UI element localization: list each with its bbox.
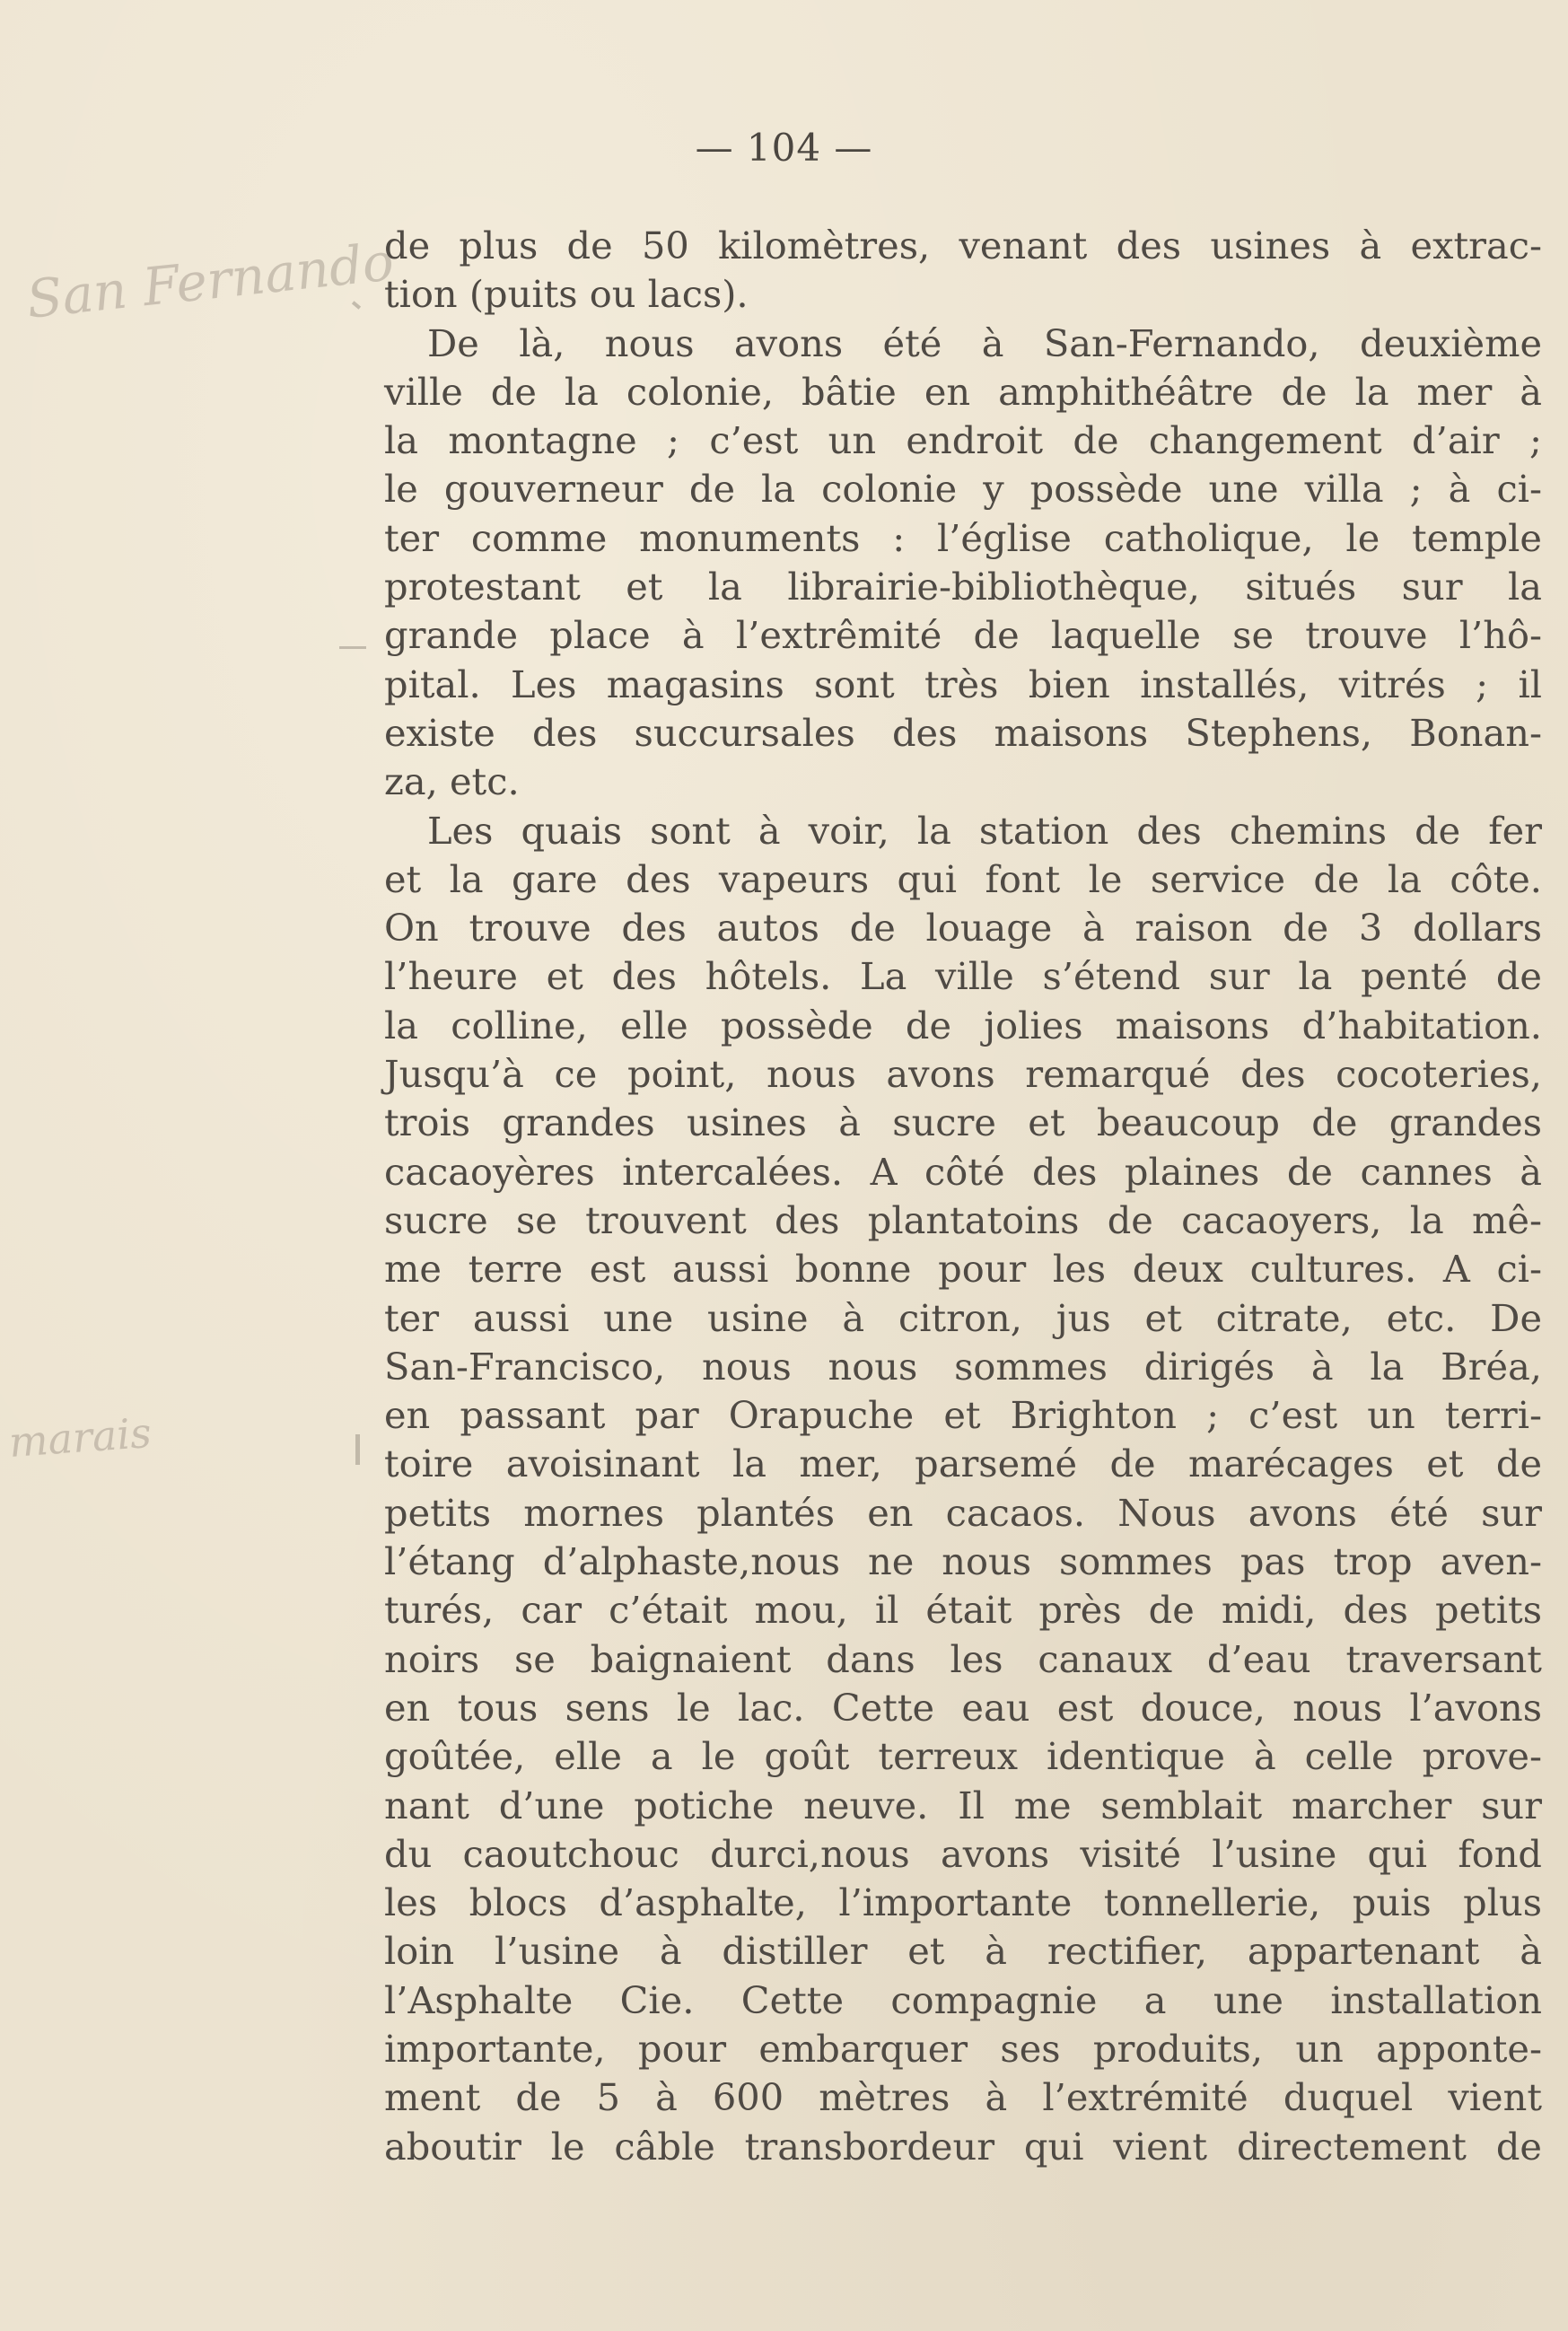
text-line: Jusqu’à ce point, nous avons remarqué des cocoteries, bbox=[384, 1052, 1542, 1097]
text-line: l’heure et des hôtels. La ville s’étend sur la penté de bbox=[384, 954, 1542, 999]
text-line: nant d’une potiche neuve. Il me semblait marcher sur bbox=[384, 1783, 1542, 1827]
text-line: l’étang d’alphaste,nous ne nous sommes pas trop aven- bbox=[384, 1539, 1542, 1584]
text-line: ter aussi une usine à citron, jus et citrate, etc. De bbox=[384, 1295, 1542, 1340]
pencil-mark bbox=[355, 1434, 360, 1465]
text-line: le gouverneur de la colonie y possède une villa ; à ci- bbox=[384, 467, 1542, 512]
text-line: toire avoisinant la mer, parsemé de marécages et de bbox=[384, 1442, 1542, 1486]
text-line: pital. Les magasins sont très bien installés, vitrés ; il bbox=[384, 662, 1542, 706]
text-line: cacaoyères intercalées. A côté des plaines de cannes à bbox=[384, 1149, 1542, 1194]
text-line: De là, nous avons été à San-Fernando, deuxième bbox=[427, 320, 1542, 365]
text-line: la montagne ; c’est un endroit de changement d’air ; bbox=[384, 418, 1542, 463]
text-line: protestant et la librairie-bibliothèque, situés sur la bbox=[384, 565, 1542, 609]
text-line: loin l’usine à distiller et à rectifier, appartenant à bbox=[384, 1929, 1542, 1974]
text-line: sucre se trouvent des plantatoins de cacaoyers, la mê- bbox=[384, 1197, 1542, 1242]
body-text bbox=[384, 222, 1542, 2171]
text-line: goûtée, elle a le goût terreux identique à celle prove- bbox=[384, 1734, 1542, 1779]
text-line: les blocs d’asphalte, l’importante tonnellerie, puis plus bbox=[384, 1880, 1542, 1925]
text-line: aboutir le câble transbordeur qui vient directement de bbox=[384, 2124, 1542, 2169]
text-line: ment de 5 à 600 mètres à l’extrémité duquel vient bbox=[384, 2075, 1542, 2120]
text-line: On trouve des autos de louage à raison de 3 dollars bbox=[384, 906, 1542, 951]
text-line: existe des succursales des maisons Stephens, Bonan- bbox=[384, 710, 1542, 755]
text-line: de plus de 50 kilomètres, venant des usines à extrac- bbox=[384, 223, 1542, 267]
handwritten-margin-note-san-fernando: San Fernando bbox=[23, 231, 397, 330]
text-line: et la gare des vapeurs qui font le service de la côte. bbox=[384, 856, 1542, 901]
text-line: turés, car c’était mou, il était près de midi, des petits bbox=[384, 1588, 1542, 1633]
pencil-mark bbox=[339, 646, 366, 649]
text-line: en tous sens le lac. Cette eau est douce, nous l’avons bbox=[384, 1685, 1542, 1730]
handwritten-margin-note-marais: marais bbox=[7, 1407, 153, 1467]
page-number: — 104 — bbox=[695, 126, 873, 170]
text-line: importante, pour embarquer ses produits, un apponte- bbox=[384, 2026, 1542, 2071]
text-line: noirs se baignaient dans les canaux d’eau traversant bbox=[384, 1636, 1542, 1681]
pencil-mark bbox=[352, 301, 361, 309]
text-line: trois grandes usines à sucre et beaucoup de grandes bbox=[384, 1100, 1542, 1145]
text-line: Les quais sont à voir, la station des chemins de fer bbox=[427, 808, 1542, 853]
text-line: ville de la colonie, bâtie en amphithéâtre de la mer à bbox=[384, 369, 1542, 414]
text-line: en passant par Orapuche et Brighton ; c’est un terri- bbox=[384, 1393, 1542, 1438]
text-line: za, etc. bbox=[384, 759, 520, 804]
text-line: la colline, elle possède de jolies maisons d’habitation. bbox=[384, 1003, 1542, 1047]
text-line: ter comme monuments : l’église catholique, le temple bbox=[384, 515, 1542, 560]
text-line: San-Francisco, nous nous sommes dirigés à la Bréa, bbox=[384, 1344, 1542, 1389]
text-line: me terre est aussi bonne pour les deux cultures. A ci- bbox=[384, 1247, 1542, 1292]
text-line: petits mornes plantés en cacaos. Nous avons été sur bbox=[384, 1490, 1542, 1535]
text-line: l’Asphalte Cie. Cette compagnie a une installation bbox=[384, 1977, 1542, 2022]
text-line: tion (puits ou lacs). bbox=[384, 272, 749, 317]
text-line: grande place à l’extrêmité de laquelle se trouve l’hô- bbox=[384, 613, 1542, 658]
text-line: du caoutchouc durci,nous avons visité l’usine qui fond bbox=[384, 1831, 1542, 1876]
